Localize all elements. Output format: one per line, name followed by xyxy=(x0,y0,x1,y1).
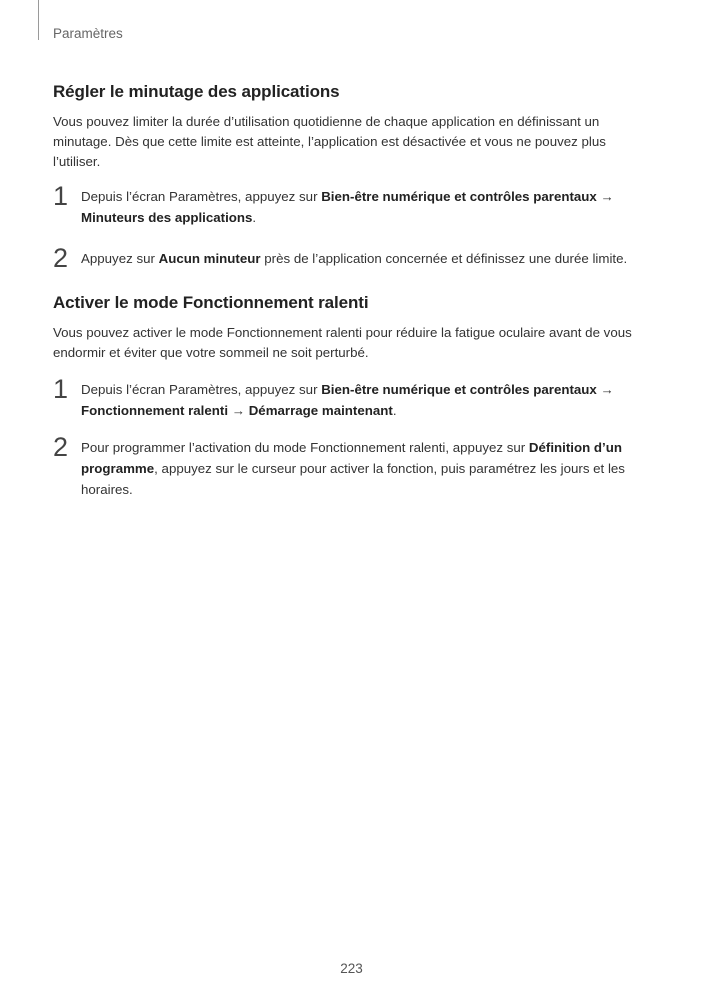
section-description xyxy=(53,112,643,172)
step-text-run: . xyxy=(392,403,397,418)
section-app-timers xyxy=(53,82,643,273)
step-number: 1 xyxy=(53,181,69,211)
step-text-run: Appuyez sur xyxy=(81,251,159,266)
step-text xyxy=(81,379,643,421)
option-set-schedule: programme xyxy=(81,461,155,476)
desc-line: minutage. Dès que cette limite est atteinte, l’application est désactivée et vous ne pouvez plus xyxy=(53,134,606,149)
option-set-schedule: Définition d’un xyxy=(528,440,622,455)
section-description xyxy=(53,323,643,363)
step-text xyxy=(81,437,643,500)
section-wind-down xyxy=(53,293,643,500)
menu-path-digital-wellbeing: Bien-être numérique et contrôles parentaux xyxy=(321,382,597,397)
desc-line: Vous pouvez activer le mode Fonctionnement ralenti pour réduire la fatigue oculaire avant de vous xyxy=(53,325,632,340)
step-text xyxy=(81,248,643,269)
step-text-run: Depuis l’écran Paramètres, appuyez sur xyxy=(81,189,322,204)
section-title: Activer le mode Fonctionnement ralenti xyxy=(53,293,369,312)
header-rule xyxy=(38,0,39,40)
arrow: → xyxy=(228,403,249,418)
menu-path-digital-wellbeing: Bien-être numérique et contrôles parentaux xyxy=(321,189,597,204)
step-2 xyxy=(53,432,643,500)
step-text-run: Depuis l’écran Paramètres, appuyez sur xyxy=(81,382,322,397)
step-text-run: Pour programmer l’activation du mode Fonctionnement ralenti, appuyez sur xyxy=(81,440,529,455)
desc-line: l’utiliser. xyxy=(53,154,101,169)
desc-line: Vous pouvez limiter la durée d’utilisation quotidienne de chaque application en définissant un xyxy=(53,114,600,129)
step-1 xyxy=(53,374,643,421)
step-number: 1 xyxy=(53,374,69,404)
step-text xyxy=(81,186,643,228)
step-number: 2 xyxy=(53,432,69,462)
menu-path-wind-down: Fonctionnement ralenti xyxy=(81,403,229,418)
option-start-now: Démarrage maintenant xyxy=(248,403,393,418)
step-text-run: horaires. xyxy=(81,482,133,497)
running-header: Paramètres xyxy=(53,26,123,41)
page-number: 223 xyxy=(340,961,363,976)
arrow: → xyxy=(596,382,614,397)
section-title: Régler le minutage des applications xyxy=(53,82,340,101)
step-text-run: . xyxy=(252,210,257,225)
option-no-timer: Aucun minuteur xyxy=(158,251,261,266)
menu-path-app-timers: Minuteurs des applications xyxy=(81,210,253,225)
step-1 xyxy=(53,181,643,228)
desc-line: endormir et éviter que votre sommeil ne soit perturbé. xyxy=(53,345,369,360)
step-2 xyxy=(53,243,643,273)
step-text-run: près de l’application concernée et définissez une durée limite. xyxy=(260,251,628,266)
step-text-run: , appuyez sur le curseur pour activer la fonction, puis paramétrez les jours et les xyxy=(154,461,625,476)
step-number: 2 xyxy=(53,243,69,273)
arrow: → xyxy=(596,189,614,204)
